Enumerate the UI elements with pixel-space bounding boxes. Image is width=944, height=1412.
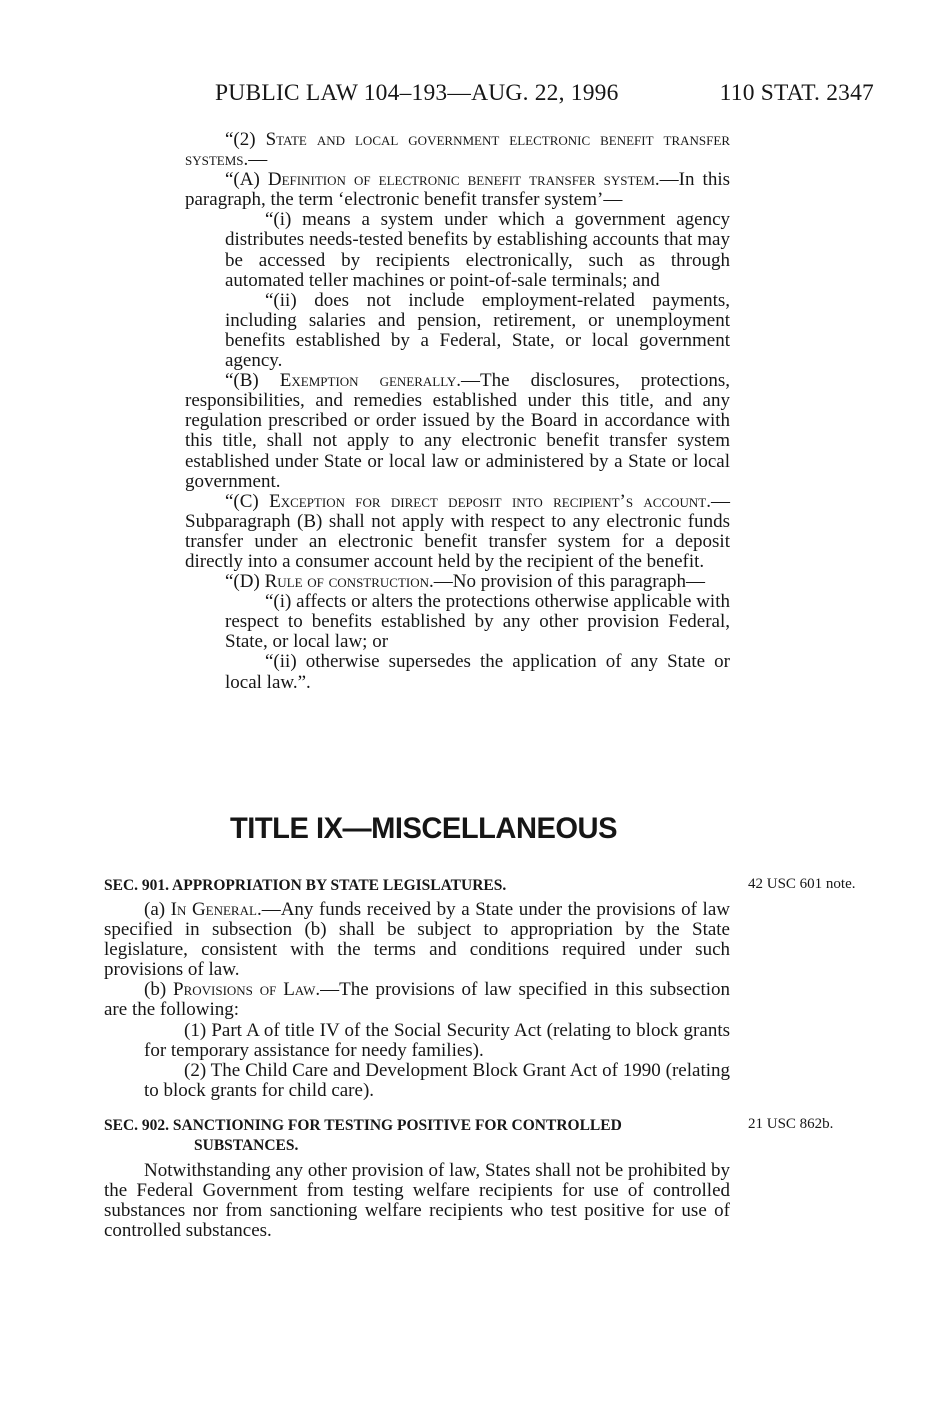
subsection-b: (b) Provisions of Law.—The provisions of law specified in this subsection are the following: — [104, 979, 731, 1021]
running-header-left: PUBLIC LAW 104–193—AUG. 22, 1996 — [215, 80, 619, 106]
paragraph-2-heading: “(2) State and local government electronic benefit transfer systems.— — [185, 129, 730, 171]
subparagraph-c: “(C) Exception for direct deposit into recipient’s account.—Subparagraph (B) shall not apply with respect to any electronic funds transfer under an electronic benefit transfer system for a deposit directly into a consumer account held by the recipient of the benefit. — [185, 490, 730, 572]
paragraph-2-block — [185, 130, 730, 693]
section-902-heading-line2: SUBSTANCES. — [194, 1137, 299, 1154]
section-902-body — [104, 1161, 730, 1241]
clause-a-ii: “(ii) does not include employment-related payments, including salaries and pension, retirement, or unemployment benefits established by a Federal, State, or local government agency. — [225, 289, 730, 372]
section-902-text: Notwithstanding any other provision of law, States shall not be prohibited by the Federal Government from testing welfare recipients for use of controlled substances nor from sanctioning welfare recipients who test positive for use of controlled substances. — [104, 1160, 730, 1242]
section-901-body — [104, 900, 730, 1101]
subparagraph-a: “(A) Definition of electronic benefit transfer system.—In this paragraph, the term ‘electronic benefit transfer system’— — [185, 169, 731, 211]
margin-note-902: 21 USC 862b. — [748, 1116, 834, 1132]
subparagraph-b: “(B) Exemption generally.—The disclosures, protections, responsibilities, and remedies established under this title, and any regulation prescribed or order issued by the Board in accordance with this title, shall not apply to any electronic benefit transfer system established under State or local law or administered by a State or local government. — [185, 370, 730, 492]
list-item: (2) The Child Care and Development Block Grant Act of 1990 (relating to block grants for child care). — [144, 1059, 730, 1101]
clause-a-i: “(i) means a system under which a government agency distributes needs-tested benefits by establishing accounts that may be accessed by recipients electronically, such as through automated teller machines or point-of-sale terminals; and — [225, 209, 730, 291]
section-901-heading: SEC. 901. APPROPRIATION BY STATE LEGISLATURES. — [104, 877, 507, 894]
section-902-heading-line1: SEC. 902. SANCTIONING FOR TESTING POSITIVE FOR CONTROLLED — [104, 1117, 622, 1134]
clause-d-i: “(i) affects or alters the protections otherwise applicable with respect to benefits established by any other provision Federal, State, or local law; or — [225, 591, 730, 653]
page-number: 110 STAT. 2347 — [719, 80, 874, 106]
section-902-heading — [104, 1116, 730, 1156]
subparagraph-d: “(D) Rule of construction.—No provision of this paragraph— — [225, 571, 706, 593]
clause-d-ii: “(ii) otherwise supersedes the application of any State or local law.”. — [225, 651, 730, 693]
list-item: (1) Part A of title IV of the Social Security Act (relating to block grants for temporary assistance for needy families). — [144, 1019, 730, 1061]
margin-note-901: 42 USC 601 note. — [748, 876, 856, 892]
subsection-a: (a) In General.—Any funds received by a State under the provisions of law specified in subsection (b) shall be subject to appropriation by the State legislature, consistent with the terms and conditions required under such provisions of law. — [104, 899, 730, 981]
title-heading: TITLE IX—MISCELLANEOUS — [229, 812, 618, 845]
